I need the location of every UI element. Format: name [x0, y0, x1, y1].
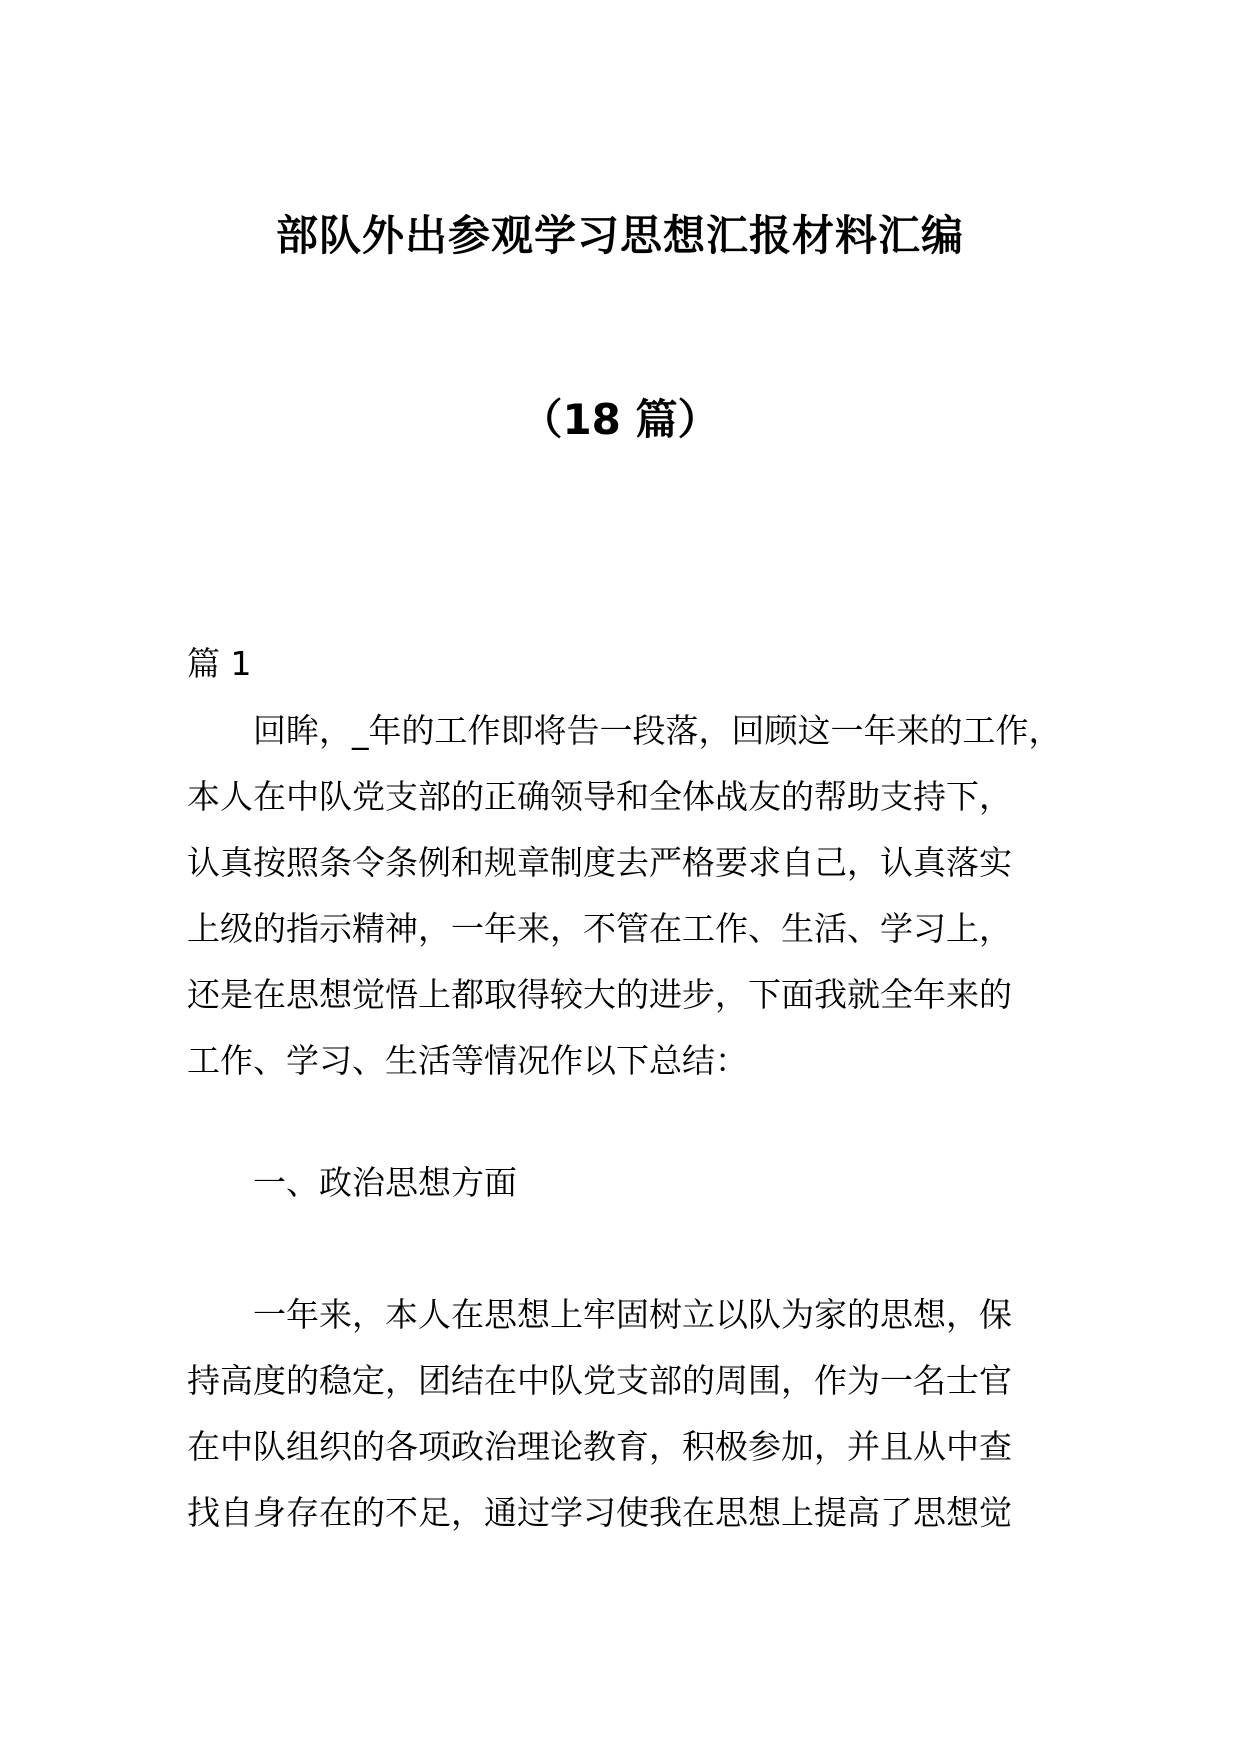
chapter-label [187, 631, 1087, 697]
paragraph-line: 工作、学习、生活等情况作以下总结： [187, 1041, 748, 1080]
paragraph-1 [187, 698, 1087, 1094]
paragraph-line: 在中队组织的各项政治理论教育，积极参加，并且从中查 [187, 1427, 1012, 1466]
paragraph-line: 上级的指示精神，一年来，不管在工作、生活、学习上， [187, 909, 1012, 948]
paragraph-line: 还是在思想觉悟上都取得较大的进步，下面我就全年来的 [187, 975, 1012, 1014]
section-heading [187, 1150, 1087, 1216]
paragraph-line: 本人在中队党支部的正确领导和全体战友的帮助支持下， [187, 777, 1012, 816]
document-subtitle: （18 篇） [520, 395, 720, 444]
paragraph-line: 持高度的稳定，团结在中队党支部的周围，作为一名士官 [187, 1361, 1012, 1400]
paragraph-line: 回眸，_年的工作即将告一段落，回顾这一年来的工作， [253, 711, 1062, 750]
section-heading-text: 一、政治思想方面 [253, 1163, 517, 1202]
paragraph-line: 一年来，本人在思想上牢固树立以队为家的思想，保 [253, 1295, 1012, 1334]
paragraph-line: 认真按照条令条例和规章制度去严格要求自己，认真落实 [187, 843, 1012, 882]
document-title: 部队外出参观学习思想汇报材料汇编 [275, 211, 964, 260]
chapter-label-text: 篇 1 [187, 644, 252, 683]
paragraph-2 [187, 1282, 1087, 1546]
paragraph-line: 找自身存在的不足，通过学习使我在思想上提高了思想觉 [187, 1493, 1012, 1532]
